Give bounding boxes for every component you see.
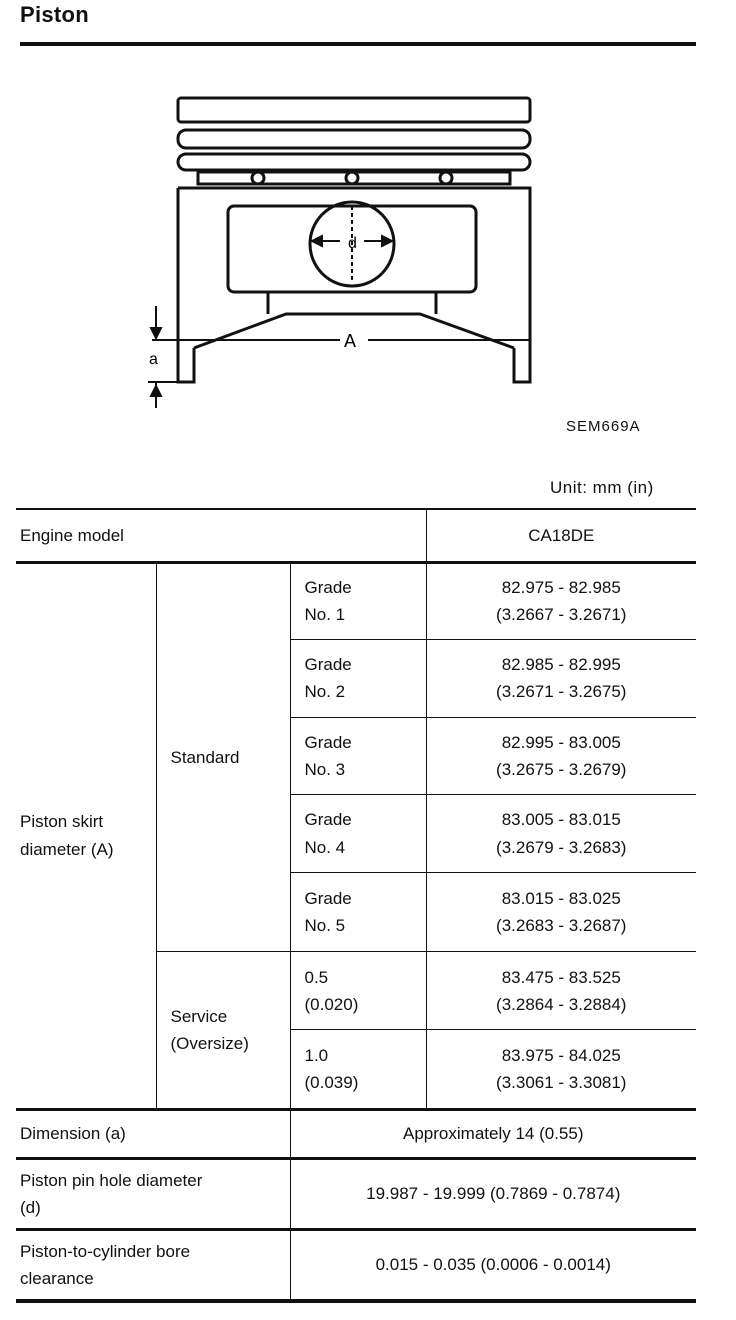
piston-diagram	[90, 86, 560, 416]
oversize-value: 83.475 - 83.525 (3.2864 - 3.2884)	[426, 952, 696, 1030]
oversize-label: 0.5 (0.020)	[290, 952, 426, 1030]
unit-note: Unit: mm (in)	[550, 478, 654, 497]
piston-ring-1	[178, 98, 530, 122]
grade-label: Grade No. 1	[290, 562, 426, 640]
grade-value: 82.985 - 82.995 (3.2671 - 3.2675)	[426, 640, 696, 718]
oil-hole-left	[252, 172, 264, 184]
header-engine-code: CA18DE	[426, 509, 696, 562]
grade-label: Grade No. 3	[290, 717, 426, 795]
grade-label: Grade No. 4	[290, 795, 426, 873]
subgroup-service: Service (Oversize)	[156, 952, 290, 1109]
oversize-label: 1.0 (0.039)	[290, 1029, 426, 1109]
grade-value: 83.015 - 83.025 (3.2683 - 3.2687)	[426, 872, 696, 952]
table-row	[16, 562, 696, 640]
grade-value: 82.975 - 82.985 (3.2667 - 3.2671)	[426, 562, 696, 640]
title-rule	[20, 42, 696, 46]
subgroup-standard: Standard	[156, 562, 290, 952]
dimension-label: Dimension (a)	[16, 1109, 290, 1158]
table-row-clearance	[16, 1229, 696, 1301]
piston-ring-2	[178, 130, 530, 148]
figure-code: SEM669A	[566, 418, 641, 435]
table-header-row	[16, 509, 696, 562]
dimension-value: Approximately 14 (0.55)	[290, 1109, 696, 1158]
clearance-value: 0.015 - 0.035 (0.0006 - 0.0014)	[290, 1229, 696, 1301]
pin-hole-label: Piston pin hole diameter (d)	[16, 1158, 290, 1229]
oil-hole-right	[440, 172, 452, 184]
label-d: d	[348, 235, 357, 252]
row-label-piston-skirt: Piston skirt diameter (A)	[16, 562, 156, 1109]
label-A: A	[344, 331, 357, 351]
piston-ring-3	[178, 154, 530, 170]
clearance-label: Piston-to-cylinder bore clearance	[16, 1229, 290, 1301]
grade-label: Grade No. 2	[290, 640, 426, 718]
grade-label: Grade No. 5	[290, 872, 426, 952]
oversize-value: 83.975 - 84.025 (3.3061 - 3.3081)	[426, 1029, 696, 1109]
grade-value: 82.995 - 83.005 (3.2675 - 3.2679)	[426, 717, 696, 795]
table-row-pin-hole	[16, 1158, 696, 1229]
piston-drawing	[90, 86, 560, 416]
table-row-dimension	[16, 1109, 696, 1158]
page-title: Piston	[20, 2, 90, 27]
header-engine-model: Engine model	[16, 509, 426, 562]
piston-spec-table	[16, 508, 696, 1303]
pin-hole-value: 19.987 - 19.999 (0.7869 - 0.7874)	[290, 1158, 696, 1229]
grade-value: 83.005 - 83.015 (3.2679 - 3.2683)	[426, 795, 696, 873]
label-a: a	[149, 351, 158, 368]
oil-hole-center	[346, 172, 358, 184]
